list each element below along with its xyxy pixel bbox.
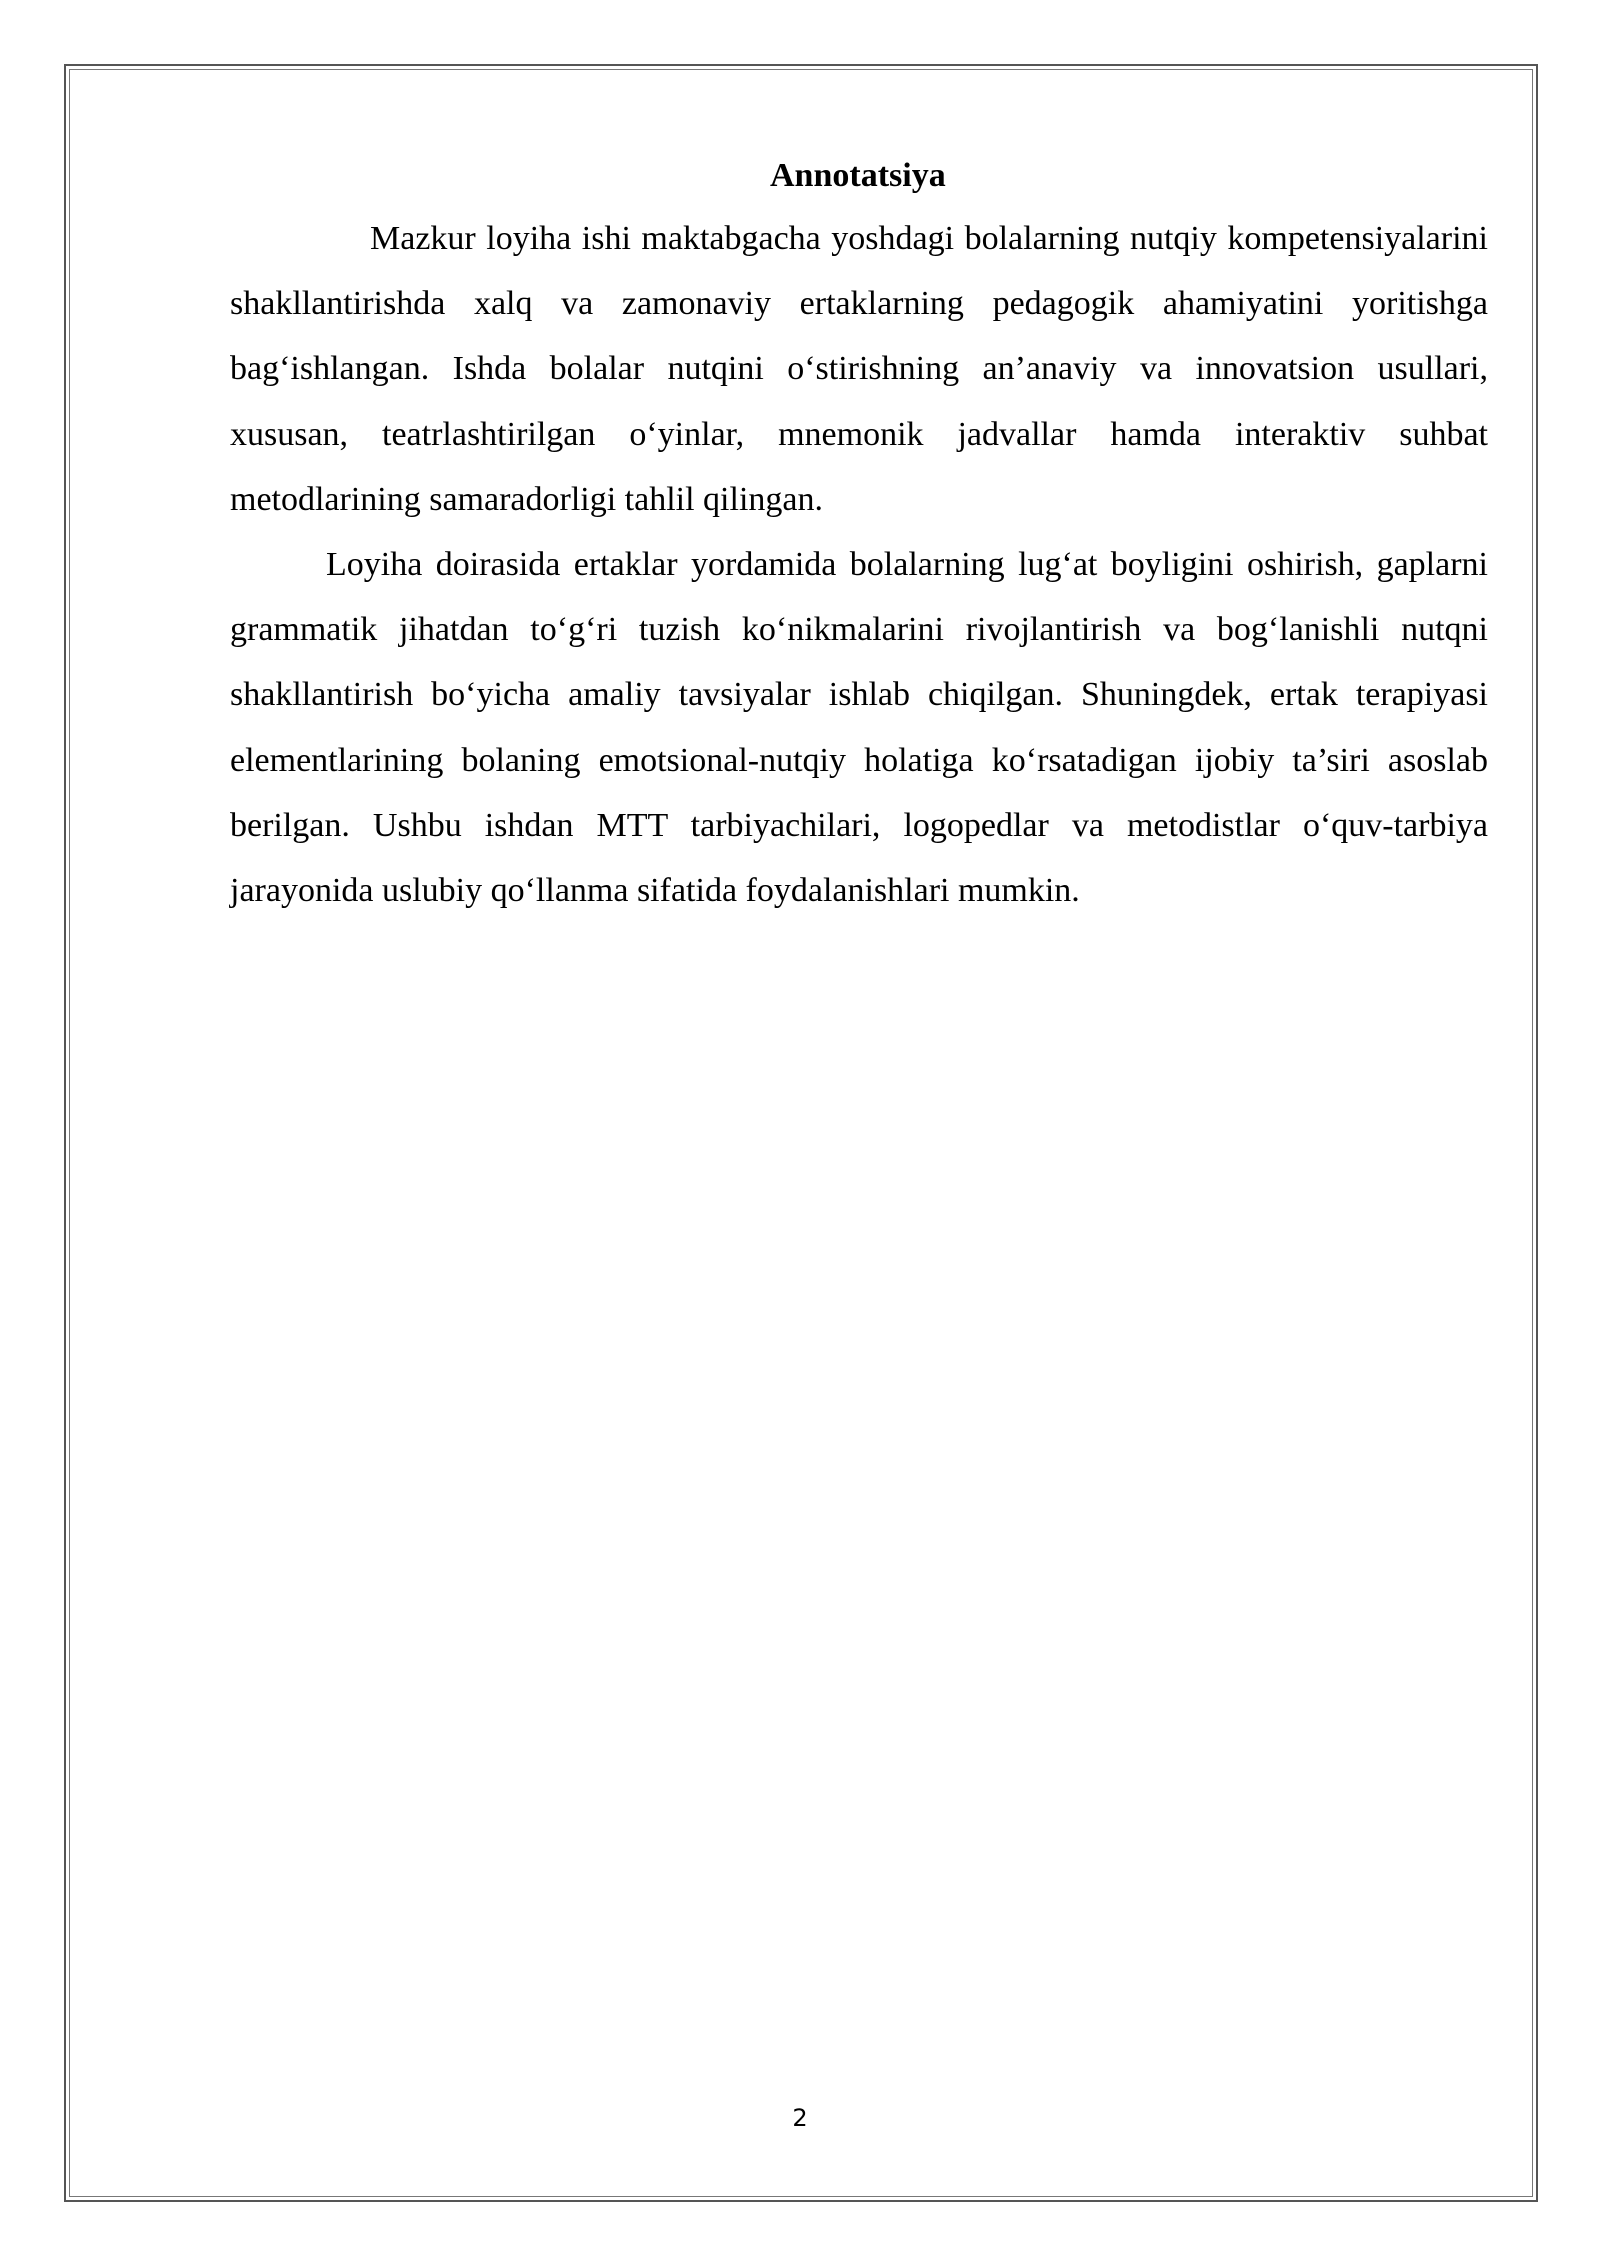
document-heading: Annotatsiya: [770, 157, 946, 194]
paragraph-1: Mazkur loyiha ishi maktabgacha yoshdagi bolalarning nutqiy kompetensiyalarini shakllantirishda xalq va zamonaviy ertaklarning pedagogik ahamiyatini yoritishga bag‘ishlangan. Ishda bolalar nutqini o‘stirishning an’anaviy va innovatsion usullari, xususan, teatrlashtirilgan o‘yinlar, mnemonik jadvallar hamda interaktiv suhbat metodlarining samaradorligi tahlil qilingan.: [230, 220, 1488, 518]
page-number: 2: [792, 2104, 808, 2132]
page-content: [230, 146, 1488, 923]
paragraph-2: Loyiha doirasida ertaklar yordamida bolalarning lug‘at boyligini oshirish, gaplarni grammatik jihatdan to‘g‘ri tuzish ko‘nikmalarini rivojlantirish va bog‘lanishli nutqni shakllantirish bo‘yicha amaliy tavsiyalar ishlab chiqilgan. Shuningdek, ertak terapiyasi elementlarining bolaning emotsional-nutqiy holatiga ko‘rsatadigan ijobiy ta’siri asoslab berilgan. Ushbu ishdan MTT tarbiyachilari, logopedlar va metodistlar o‘quv-tarbiya jarayonida uslubiy qo‘llanma sifatida foydalanishlari mumkin.: [230, 546, 1488, 910]
